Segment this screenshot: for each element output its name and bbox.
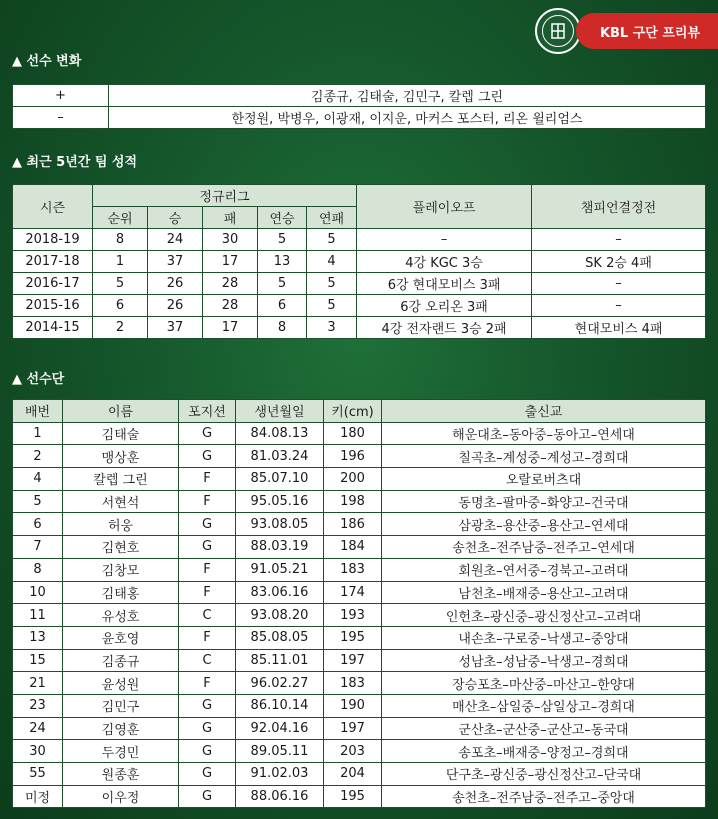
player-row <box>13 468 706 491</box>
player-row <box>13 558 706 581</box>
cell-pos: C <box>179 649 236 672</box>
player-row <box>13 763 706 786</box>
cell-height: 200 <box>324 468 382 491</box>
cell-name: 허웅 <box>63 513 179 536</box>
cell-birth: 86.10.14 <box>236 694 324 717</box>
cell-num: 11 <box>13 604 63 627</box>
cell-school: 해운대초–동아중–동아고–연세대 <box>382 422 706 445</box>
cell-birth: 91.05.21 <box>236 558 324 581</box>
cell-name: 원종훈 <box>63 763 179 786</box>
header-birth: 생년월일 <box>236 400 324 423</box>
cell-win: 26 <box>148 295 203 317</box>
cell-win: 24 <box>148 229 203 251</box>
player-row <box>13 604 706 627</box>
header-playoff: 플레이오프 <box>357 185 532 229</box>
header-rank: 순위 <box>93 207 148 229</box>
cell-rank: 2 <box>93 317 148 339</box>
header-num: 배번 <box>13 400 63 423</box>
cell-school: 군산초–군산중–군산고–동국대 <box>382 717 706 740</box>
header-win: 승 <box>148 207 203 229</box>
cell-ws: 8 <box>258 317 307 339</box>
season-row <box>13 229 706 251</box>
cell-birth: 85.08.05 <box>236 626 324 649</box>
cell-ls: 4 <box>307 251 357 273</box>
cell-playoff: 4강 전자랜드 3승 2패 <box>357 317 532 339</box>
cell-height: 197 <box>324 717 382 740</box>
cell-school: 인헌초–광신중–광신정산고–고려대 <box>382 604 706 627</box>
cell-pos: G <box>179 536 236 559</box>
cell-num: 1 <box>13 422 63 445</box>
cell-pos: G <box>179 445 236 468</box>
cell-height: 174 <box>324 581 382 604</box>
cell-pos: F <box>179 468 236 491</box>
cell-win: 26 <box>148 273 203 295</box>
season-row <box>13 273 706 295</box>
header-regular: 정규리그 <box>93 185 357 207</box>
cell-school: 삼광초–용산중–용산고–연세대 <box>382 513 706 536</box>
cell-name: 김태홍 <box>63 581 179 604</box>
cell-playoff: 6강 오리온 3패 <box>357 295 532 317</box>
cell-birth: 93.08.05 <box>236 513 324 536</box>
season-row <box>13 251 706 273</box>
cell-ls: 5 <box>307 273 357 295</box>
cell-ls: 5 <box>307 295 357 317</box>
cell-height: 183 <box>324 558 382 581</box>
player-row <box>13 740 706 763</box>
cell-school: 남천초–배재중–용산고–고려대 <box>382 581 706 604</box>
cell-season: 2018-19 <box>13 229 93 251</box>
cell-birth: 85.07.10 <box>236 468 324 491</box>
cell-name: 맹상훈 <box>63 445 179 468</box>
cell-ws: 5 <box>258 229 307 251</box>
cell-school: 송포초–배재중–양정고–경희대 <box>382 740 706 763</box>
cell-school: 성남초–성남중–낙생고–경희대 <box>382 649 706 672</box>
cell-name: 두경민 <box>63 740 179 763</box>
cell-season: 2017-18 <box>13 251 93 273</box>
header-win-streak: 연승 <box>258 207 307 229</box>
player-row <box>13 422 706 445</box>
cell-final: SK 2승 4패 <box>532 251 706 273</box>
player-row <box>13 785 706 808</box>
header-height: 키(cm) <box>324 400 382 423</box>
changes-title: ▲ 선수 변화 <box>12 54 82 69</box>
cell-name: 유성호 <box>63 604 179 627</box>
header-final: 챔피언결정전 <box>532 185 706 229</box>
cell-name: 윤호영 <box>63 626 179 649</box>
player-row <box>13 490 706 513</box>
cell-loss: 28 <box>203 273 258 295</box>
cell-school: 매산초–삼일중–삼일상고–경희대 <box>382 694 706 717</box>
cell-birth: 84.08.13 <box>236 422 324 445</box>
header-season: 시즌 <box>13 185 93 229</box>
cell-school: 동명초–팔마중–화양고–건국대 <box>382 490 706 513</box>
cell-win: 37 <box>148 251 203 273</box>
cell-name: 김현호 <box>63 536 179 559</box>
cell-num: 5 <box>13 490 63 513</box>
cell-height: 193 <box>324 604 382 627</box>
changes-table <box>12 84 706 129</box>
cell-name: 이우정 <box>63 785 179 808</box>
cell-season: 2015-16 <box>13 295 93 317</box>
cell-height: 204 <box>324 763 382 786</box>
cell-birth: 88.06.16 <box>236 785 324 808</box>
cell-school: 단구초–광신중–광신정산고–단국대 <box>382 763 706 786</box>
season-row <box>13 317 706 339</box>
cell-school: 내손초–구로중–낙생고–중앙대 <box>382 626 706 649</box>
cell-height: 190 <box>324 694 382 717</box>
cell-pos: G <box>179 763 236 786</box>
player-row <box>13 626 706 649</box>
preview-badge: KBL 구단 프리뷰 <box>576 13 718 49</box>
cell-num: 15 <box>13 649 63 672</box>
cell-rank: 6 <box>93 295 148 317</box>
cell-height: 196 <box>324 445 382 468</box>
roster-title: ▲ 선수단 <box>12 372 65 387</box>
cell-players: 김종규, 김태술, 김민구, 칼렙 그린 <box>109 85 706 107</box>
header-name: 이름 <box>63 400 179 423</box>
player-row <box>13 672 706 695</box>
cell-school: 장승포초–마산중–마산고–한양대 <box>382 672 706 695</box>
emblem-mark-icon <box>549 22 567 40</box>
cell-sign: – <box>13 107 109 129</box>
cell-birth: 83.06.16 <box>236 581 324 604</box>
cell-final: – <box>532 295 706 317</box>
cell-school: 송천초–전주남중–전주고–중앙대 <box>382 785 706 808</box>
cell-birth: 91.02.03 <box>236 763 324 786</box>
cell-school: 칠곡초–계성중–계성고–경희대 <box>382 445 706 468</box>
cell-num: 6 <box>13 513 63 536</box>
change-row <box>13 107 706 129</box>
cell-num: 미정 <box>13 785 63 808</box>
cell-birth: 81.03.24 <box>236 445 324 468</box>
cell-name: 서현석 <box>63 490 179 513</box>
cell-ws: 5 <box>258 273 307 295</box>
cell-num: 4 <box>13 468 63 491</box>
cell-height: 195 <box>324 785 382 808</box>
cell-ls: 5 <box>307 229 357 251</box>
cell-win: 37 <box>148 317 203 339</box>
cell-num: 2 <box>13 445 63 468</box>
cell-birth: 95.05.16 <box>236 490 324 513</box>
cell-num: 13 <box>13 626 63 649</box>
cell-height: 195 <box>324 626 382 649</box>
cell-final: – <box>532 229 706 251</box>
change-row <box>13 85 706 107</box>
player-row <box>13 717 706 740</box>
cell-school: 송천초–전주남중–전주고–연세대 <box>382 536 706 559</box>
season-row <box>13 295 706 317</box>
cell-birth: 85.11.01 <box>236 649 324 672</box>
cell-height: 180 <box>324 422 382 445</box>
cell-height: 186 <box>324 513 382 536</box>
cell-sign: + <box>13 85 109 107</box>
cell-pos: G <box>179 785 236 808</box>
cell-height: 183 <box>324 672 382 695</box>
cell-season: 2016-17 <box>13 273 93 295</box>
cell-birth: 92.04.16 <box>236 717 324 740</box>
cell-name: 윤성원 <box>63 672 179 695</box>
cell-pos: C <box>179 604 236 627</box>
cell-pos: F <box>179 581 236 604</box>
player-row <box>13 513 706 536</box>
player-row <box>13 649 706 672</box>
header-loss-streak: 연패 <box>307 207 357 229</box>
cell-ls: 3 <box>307 317 357 339</box>
cell-pos: G <box>179 422 236 445</box>
cell-rank: 1 <box>93 251 148 273</box>
player-row <box>13 694 706 717</box>
cell-num: 7 <box>13 536 63 559</box>
cell-height: 184 <box>324 536 382 559</box>
player-row <box>13 445 706 468</box>
cell-pos: F <box>179 672 236 695</box>
cell-pos: F <box>179 490 236 513</box>
header-loss: 패 <box>203 207 258 229</box>
cell-players: 한정원, 박병우, 이광재, 이지운, 마커스 포스터, 리온 윌리엄스 <box>109 107 706 129</box>
cell-rank: 8 <box>93 229 148 251</box>
cell-name: 김태술 <box>63 422 179 445</box>
cell-num: 21 <box>13 672 63 695</box>
cell-ws: 13 <box>258 251 307 273</box>
header-pos: 포지션 <box>179 400 236 423</box>
cell-pos: F <box>179 558 236 581</box>
cell-num: 55 <box>13 763 63 786</box>
cell-school: 회원초–연서중–경북고–고려대 <box>382 558 706 581</box>
cell-name: 김종규 <box>63 649 179 672</box>
cell-pos: G <box>179 717 236 740</box>
cell-height: 198 <box>324 490 382 513</box>
cell-playoff: 6강 현대모비스 3패 <box>357 273 532 295</box>
record-title: ▲ 최근 5년간 팀 성적 <box>12 155 138 170</box>
cell-name: 김민구 <box>63 694 179 717</box>
cell-num: 30 <box>13 740 63 763</box>
header-school: 출신교 <box>382 400 706 423</box>
cell-final: – <box>532 273 706 295</box>
cell-pos: G <box>179 740 236 763</box>
cell-num: 23 <box>13 694 63 717</box>
roster-table <box>12 399 706 808</box>
cell-playoff: – <box>357 229 532 251</box>
cell-ws: 6 <box>258 295 307 317</box>
cell-loss: 17 <box>203 251 258 273</box>
cell-birth: 96.02.27 <box>236 672 324 695</box>
cell-pos: G <box>179 694 236 717</box>
cell-pos: G <box>179 513 236 536</box>
cell-name: 김영훈 <box>63 717 179 740</box>
cell-height: 203 <box>324 740 382 763</box>
cell-birth: 93.08.20 <box>236 604 324 627</box>
cell-pos: F <box>179 626 236 649</box>
player-row <box>13 536 706 559</box>
cell-loss: 30 <box>203 229 258 251</box>
cell-num: 10 <box>13 581 63 604</box>
cell-num: 24 <box>13 717 63 740</box>
cell-final: 현대모비스 4패 <box>532 317 706 339</box>
record-table <box>12 184 706 339</box>
cell-loss: 28 <box>203 295 258 317</box>
cell-loss: 17 <box>203 317 258 339</box>
cell-birth: 88.03.19 <box>236 536 324 559</box>
cell-name: 칼렙 그린 <box>63 468 179 491</box>
cell-birth: 89.05.11 <box>236 740 324 763</box>
cell-height: 197 <box>324 649 382 672</box>
cell-playoff: 4강 KGC 3승 <box>357 251 532 273</box>
team-emblem-icon <box>535 8 581 54</box>
cell-name: 김창모 <box>63 558 179 581</box>
cell-num: 8 <box>13 558 63 581</box>
cell-season: 2014-15 <box>13 317 93 339</box>
cell-school: 오랄로버츠대 <box>382 468 706 491</box>
player-row <box>13 581 706 604</box>
cell-rank: 5 <box>93 273 148 295</box>
